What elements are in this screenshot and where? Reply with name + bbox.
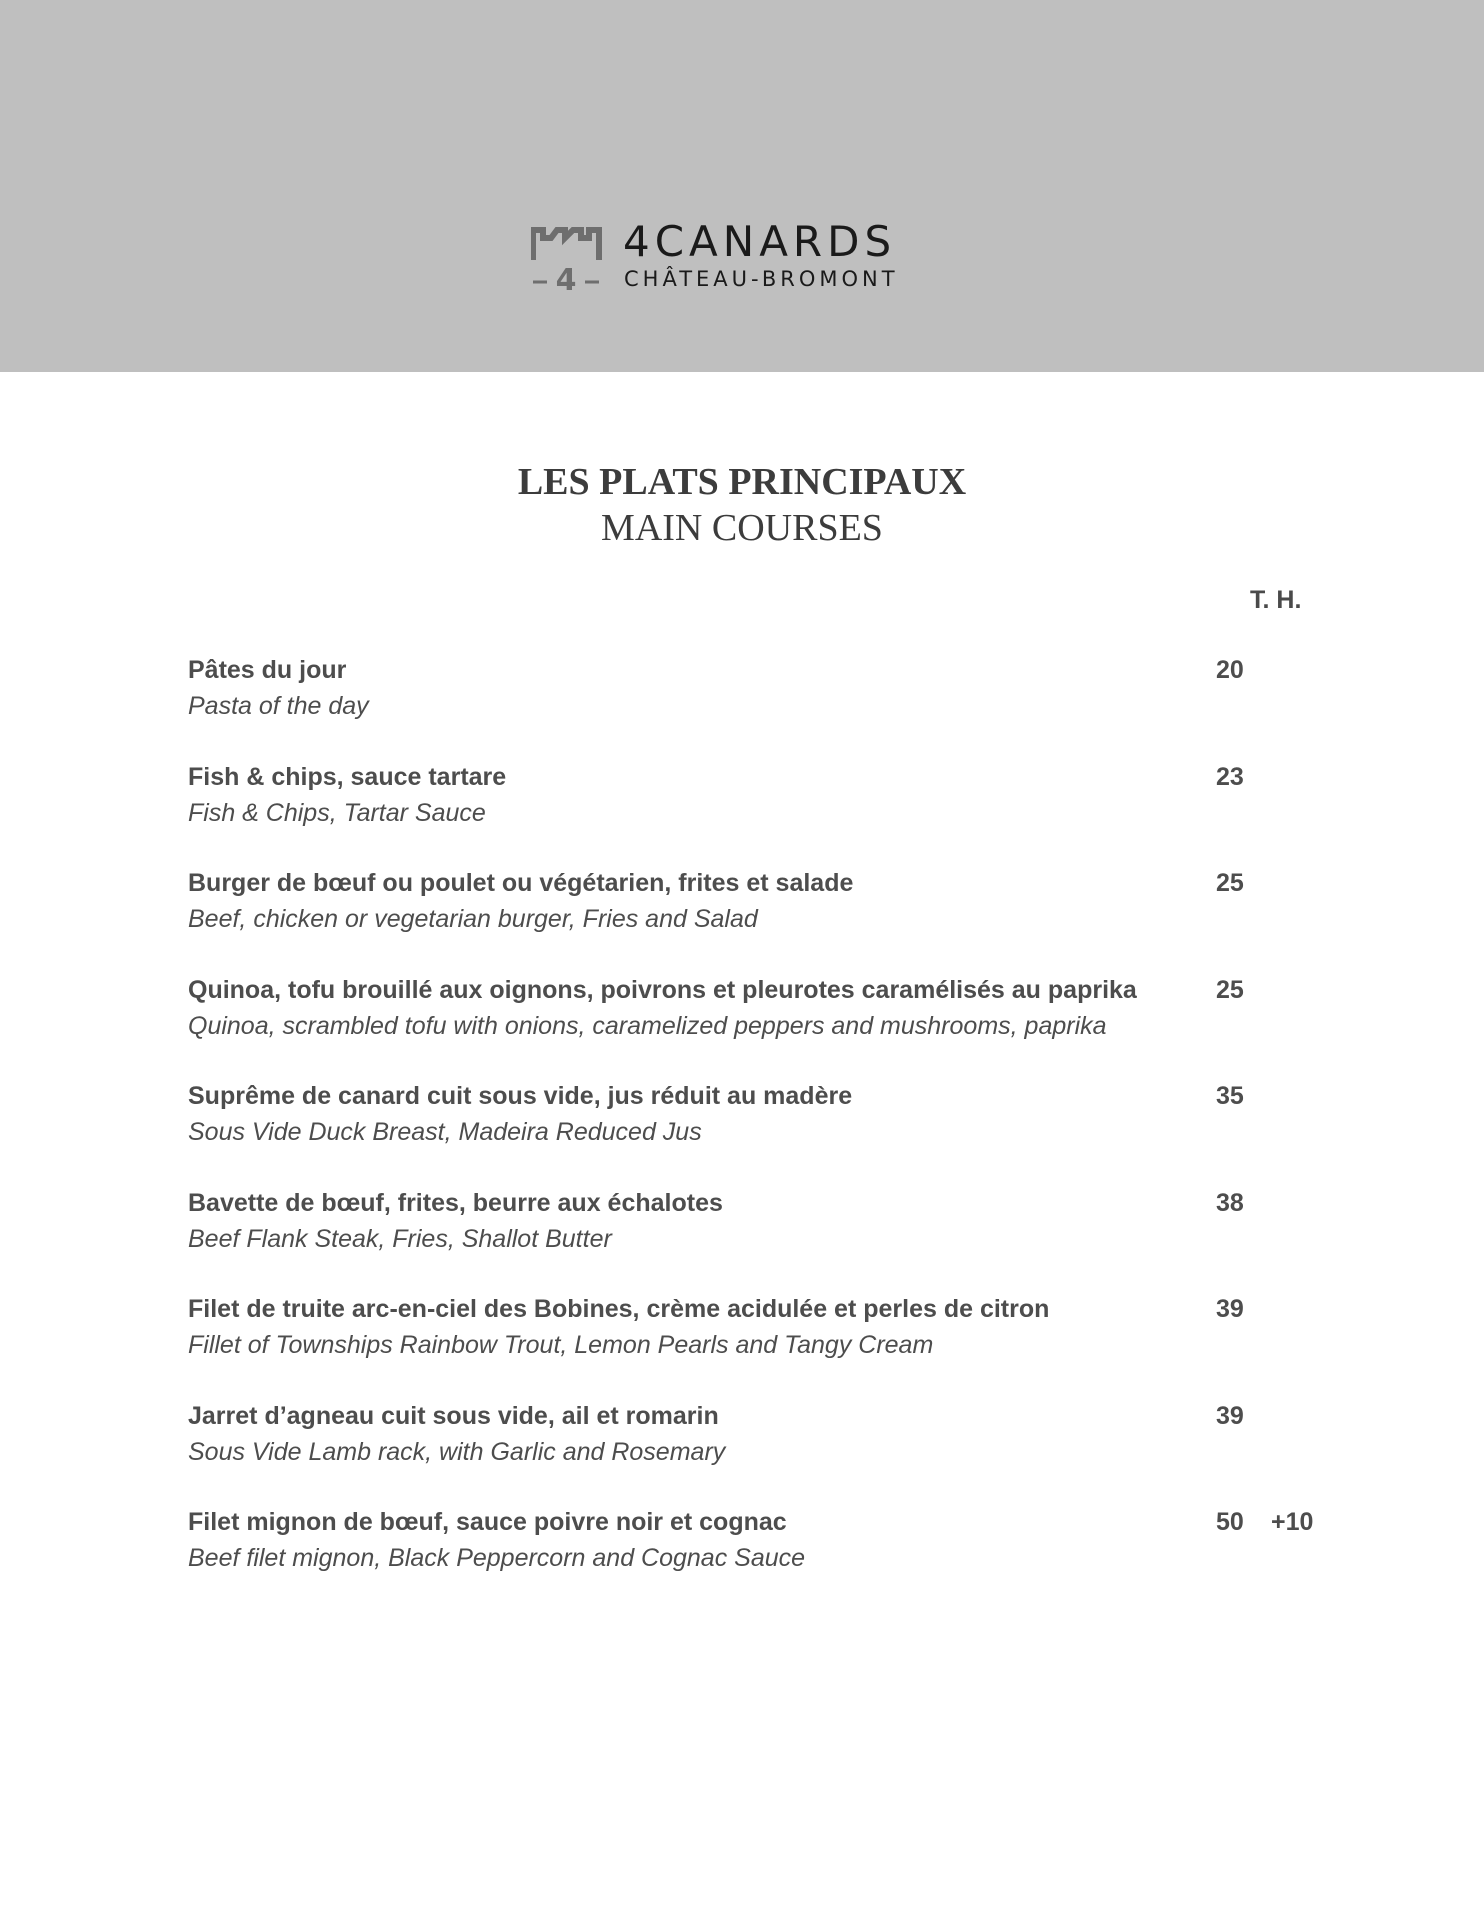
menu-item-table-hote-supplement: +10 (1271, 1508, 1314, 1536)
menu-item (188, 1291, 1368, 1398)
menu-item (188, 1504, 1368, 1611)
menu-item-price: 25 (1216, 869, 1244, 897)
menu-item (188, 865, 1368, 972)
menu-list (188, 652, 1368, 1611)
menu-item-english-name: Fillet of Townships Rainbow Trout, Lemon Pearls and Tangy Cream (188, 1331, 934, 1359)
menu-item-english-name: Sous Vide Duck Breast, Madeira Reduced Jus (188, 1118, 702, 1146)
menu-item (188, 652, 1368, 759)
title-french: LES PLATS PRINCIPAUX (517, 461, 967, 503)
restaurant-logo (531, 217, 951, 294)
menu-item-french-name: Filet de truite arc-en-ciel des Bobines, crème acidulée et perles de citron (188, 1295, 1050, 1323)
menu-titles (0, 458, 1484, 550)
menu-item-price: 38 (1216, 1188, 1244, 1217)
menu-item-french-name: Suprême de canard cuit sous vide, jus réduit au madère (188, 1082, 853, 1110)
menu-item-french-name: Bavette de bœuf, frites, beurre aux échalotes (188, 1188, 723, 1217)
menu-item (188, 1185, 1368, 1292)
menu-item-price: 39 (1216, 1401, 1244, 1430)
menu-item-price: 50 (1216, 1508, 1244, 1536)
menu-item-english-name: Fish & Chips, Tartar Sauce (188, 798, 486, 827)
menu-item-price: 25 (1216, 975, 1244, 1004)
menu-item (188, 972, 1368, 1079)
menu-item (188, 759, 1368, 866)
column-header-table-hote: T. H. (1250, 586, 1302, 614)
header-band (0, 0, 1484, 372)
menu-item-french-name: Pâtes du jour (188, 656, 347, 684)
logo-castle-icon (531, 226, 603, 290)
menu-item-french-name: Burger de bœuf ou poulet ou végétarien, frites et salade (188, 869, 854, 897)
menu-item-french-name: Quinoa, tofu brouillé aux oignons, poivrons et pleurotes caramélisés au paprika (188, 975, 1137, 1004)
menu-item (188, 1398, 1368, 1505)
logo-name: 4CANARDS (623, 217, 897, 266)
menu-item-price: 39 (1216, 1295, 1244, 1323)
menu-item-english-name: Beef Flank Steak, Fries, Shallot Butter (188, 1224, 612, 1253)
menu-item-french-name: Fish & chips, sauce tartare (188, 762, 507, 791)
title-english: MAIN COURSES (601, 507, 883, 549)
menu-item-price: 20 (1216, 656, 1244, 684)
logo-mark-number: 4 (555, 263, 577, 290)
menu-item-english-name: Sous Vide Lamb rack, with Garlic and Rosemary (188, 1437, 726, 1466)
menu-item-english-name: Beef, chicken or vegetarian burger, Fries and Salad (188, 905, 758, 933)
menu-item-english-name: Pasta of the day (188, 692, 369, 720)
menu-item-french-name: Jarret d’agneau cuit sous vide, ail et romarin (188, 1401, 719, 1430)
menu-item (188, 1078, 1368, 1185)
menu-item-english-name: Quinoa, scrambled tofu with onions, caramelized peppers and mushrooms, paprika (188, 1011, 1107, 1040)
menu-item-price: 35 (1216, 1082, 1244, 1110)
menu-item-price: 23 (1216, 762, 1244, 791)
menu-item-english-name: Beef filet mignon, Black Peppercorn and Cognac Sauce (188, 1544, 806, 1572)
logo-subtitle: CHÂTEAU-BROMONT (624, 267, 899, 291)
menu-item-french-name: Filet mignon de bœuf, sauce poivre noir et cognac (188, 1508, 787, 1536)
